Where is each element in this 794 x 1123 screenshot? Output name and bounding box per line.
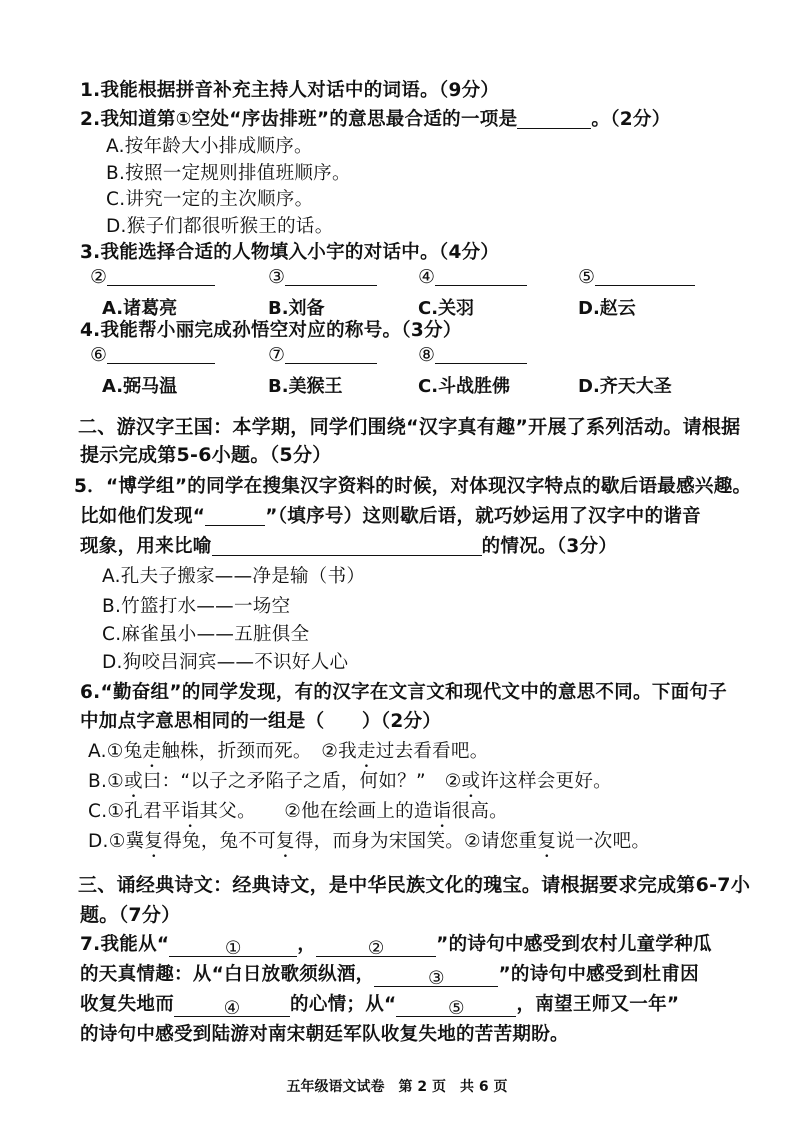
emphasized-char: 诣: [180, 801, 200, 822]
question-3: 3.我能选择合适的人物填入小宇的对话中。（4分）: [80, 242, 500, 263]
question-3-option-c: C.关羽: [418, 298, 475, 319]
question-5-option-d: D.狗咬吕洞宾——不识好人心: [102, 652, 349, 673]
emphasized-char: 复: [144, 831, 164, 852]
question-1: 1.我能根据拼音补充主持人对话中的词语。（9分）: [80, 80, 500, 101]
question-5-option-b: B.竹篮打水——一场空: [102, 596, 291, 617]
question-7-blank-3[interactable]: ③: [374, 966, 498, 987]
emphasized-char: 走: [142, 741, 162, 762]
question-7-line-2: 的天真情趣：从“白日放歌须纵酒， ③ ”的诗句中感受到杜甫因: [80, 964, 699, 989]
emphasized-char: 复: [537, 831, 557, 852]
question-5-answer-blank-1[interactable]: [205, 505, 265, 526]
question-7-line-4: 的诗句中感受到陆游对南宋朝廷军队收复失地的苦苦期盼。: [80, 1024, 569, 1045]
emphasized-char: 复: [276, 831, 295, 852]
question-3-blank-4[interactable]: ④: [418, 266, 527, 288]
question-7-blank-2[interactable]: ②: [316, 936, 436, 957]
question-5-option-c: C.麻雀虽小——五脏俱全: [102, 624, 310, 645]
question-4: 4.我能帮小丽完成孙悟空对应的称号。（3分）: [80, 320, 462, 341]
question-4-option-d: D.齐天大圣: [578, 376, 672, 397]
section-3-heading-cont: 题。（7分）: [80, 904, 181, 926]
question-6-option-c: C.①孔君平诣其父。 ②他在绘画上的造诣很高。: [88, 801, 508, 822]
question-4-option-c: C.斗战胜佛: [418, 376, 511, 397]
question-2-option-b: B.按照一定规则排值班顺序。: [106, 163, 351, 184]
question-3-blank-2[interactable]: ②: [90, 266, 215, 288]
question-3-option-a: A.诸葛亮: [102, 298, 178, 319]
question-4-blank-8[interactable]: ⑧: [418, 344, 527, 366]
question-2-option-d: D.猴子们都很听猴王的话。: [106, 216, 334, 237]
emphasized-char: 走: [356, 741, 376, 762]
section-2-heading: 二、游汉字王国：本学期，同学们围绕“汉字真有趣”开展了系列活动。请根据: [78, 416, 741, 438]
section-2-heading-cont: 提示完成第5-6小题。（5分）: [80, 444, 332, 466]
question-5: 5．“博学组”的同学在搜集汉字资料的时候，对体现汉字特点的歇后语最感兴趣。: [74, 476, 752, 497]
question-7-line-3: 收复失地而 ④ 的心情；从“ ⑤ ，南望王师又一年”: [80, 994, 680, 1019]
emphasized-char: 诣: [432, 801, 452, 822]
question-4-option-a: A.弼马温: [102, 376, 178, 397]
question-3-blank-5[interactable]: ⑤: [578, 266, 695, 288]
question-2-text: 2.我知道第①空处“序齿排班”的意思最合适的一项是: [80, 109, 518, 130]
question-5-answer-blank-2[interactable]: [212, 535, 482, 556]
question-7-blank-1[interactable]: ①: [169, 936, 297, 957]
question-5-line-3: 现象，用来比喻 的情况。（3分）: [80, 536, 618, 557]
question-7-blank-5[interactable]: ⑤: [396, 996, 516, 1017]
question-6-option-b: B.①或曰：“以子之矛陷子之盾，何如？” ②或许这样会更好。: [88, 771, 612, 792]
question-6-line-2: 中加点字意思相同的一组是（ ）（2分）: [80, 711, 442, 732]
section-3-heading: 三、诵经典诗文：经典诗文，是中华民族文化的瑰宝。请根据要求完成第6-7小: [78, 874, 751, 896]
question-5-line-2: 比如他们发现“ ”（填序号）这则歇后语，就巧妙运用了汉字中的谐音: [80, 506, 701, 527]
question-2-option-c: C.讲究一定的主次顺序。: [106, 189, 314, 210]
question-2: [80, 107, 671, 133]
question-7-blank-4[interactable]: ④: [174, 996, 290, 1017]
question-5-option-a: A.孔夫子搬家——净是输（书）: [102, 566, 366, 587]
question-6-option-d: D.①冀复得兔，兔不可复得，而身为宋国笑。②请您重复说一次吧。: [88, 831, 651, 852]
question-4-blank-6[interactable]: ⑥: [90, 344, 215, 366]
question-3-blank-3[interactable]: ③: [268, 266, 377, 288]
question-7: 7.我能从“ ① ， ② ”的诗句中感受到农村儿童学种瓜: [80, 934, 712, 959]
question-6: 6.“勤奋组”的同学发现，有的汉字在文言文和现代文中的意思不同。下面句子: [80, 682, 728, 703]
question-2-option-a: A.按年龄大小排成顺序。: [106, 136, 313, 157]
emphasized-char: 或: [461, 771, 481, 792]
question-4-option-b: B.美猴王: [268, 376, 343, 397]
page-footer: 五年级语文试卷 第 2 页 共 6 页: [286, 1079, 508, 1095]
emphasized-char: 或: [124, 771, 143, 792]
question-4-blank-7[interactable]: ⑦: [268, 344, 377, 366]
question-6-option-a: A.①兔走触株，折颈而死。 ②我走过去看看吧。: [88, 741, 489, 762]
question-3-option-b: B.刘备: [268, 298, 325, 319]
question-2-points: 。（2分）: [591, 109, 671, 130]
question-3-option-d: D.赵云: [578, 298, 636, 319]
question-2-answer-blank[interactable]: [517, 108, 591, 129]
